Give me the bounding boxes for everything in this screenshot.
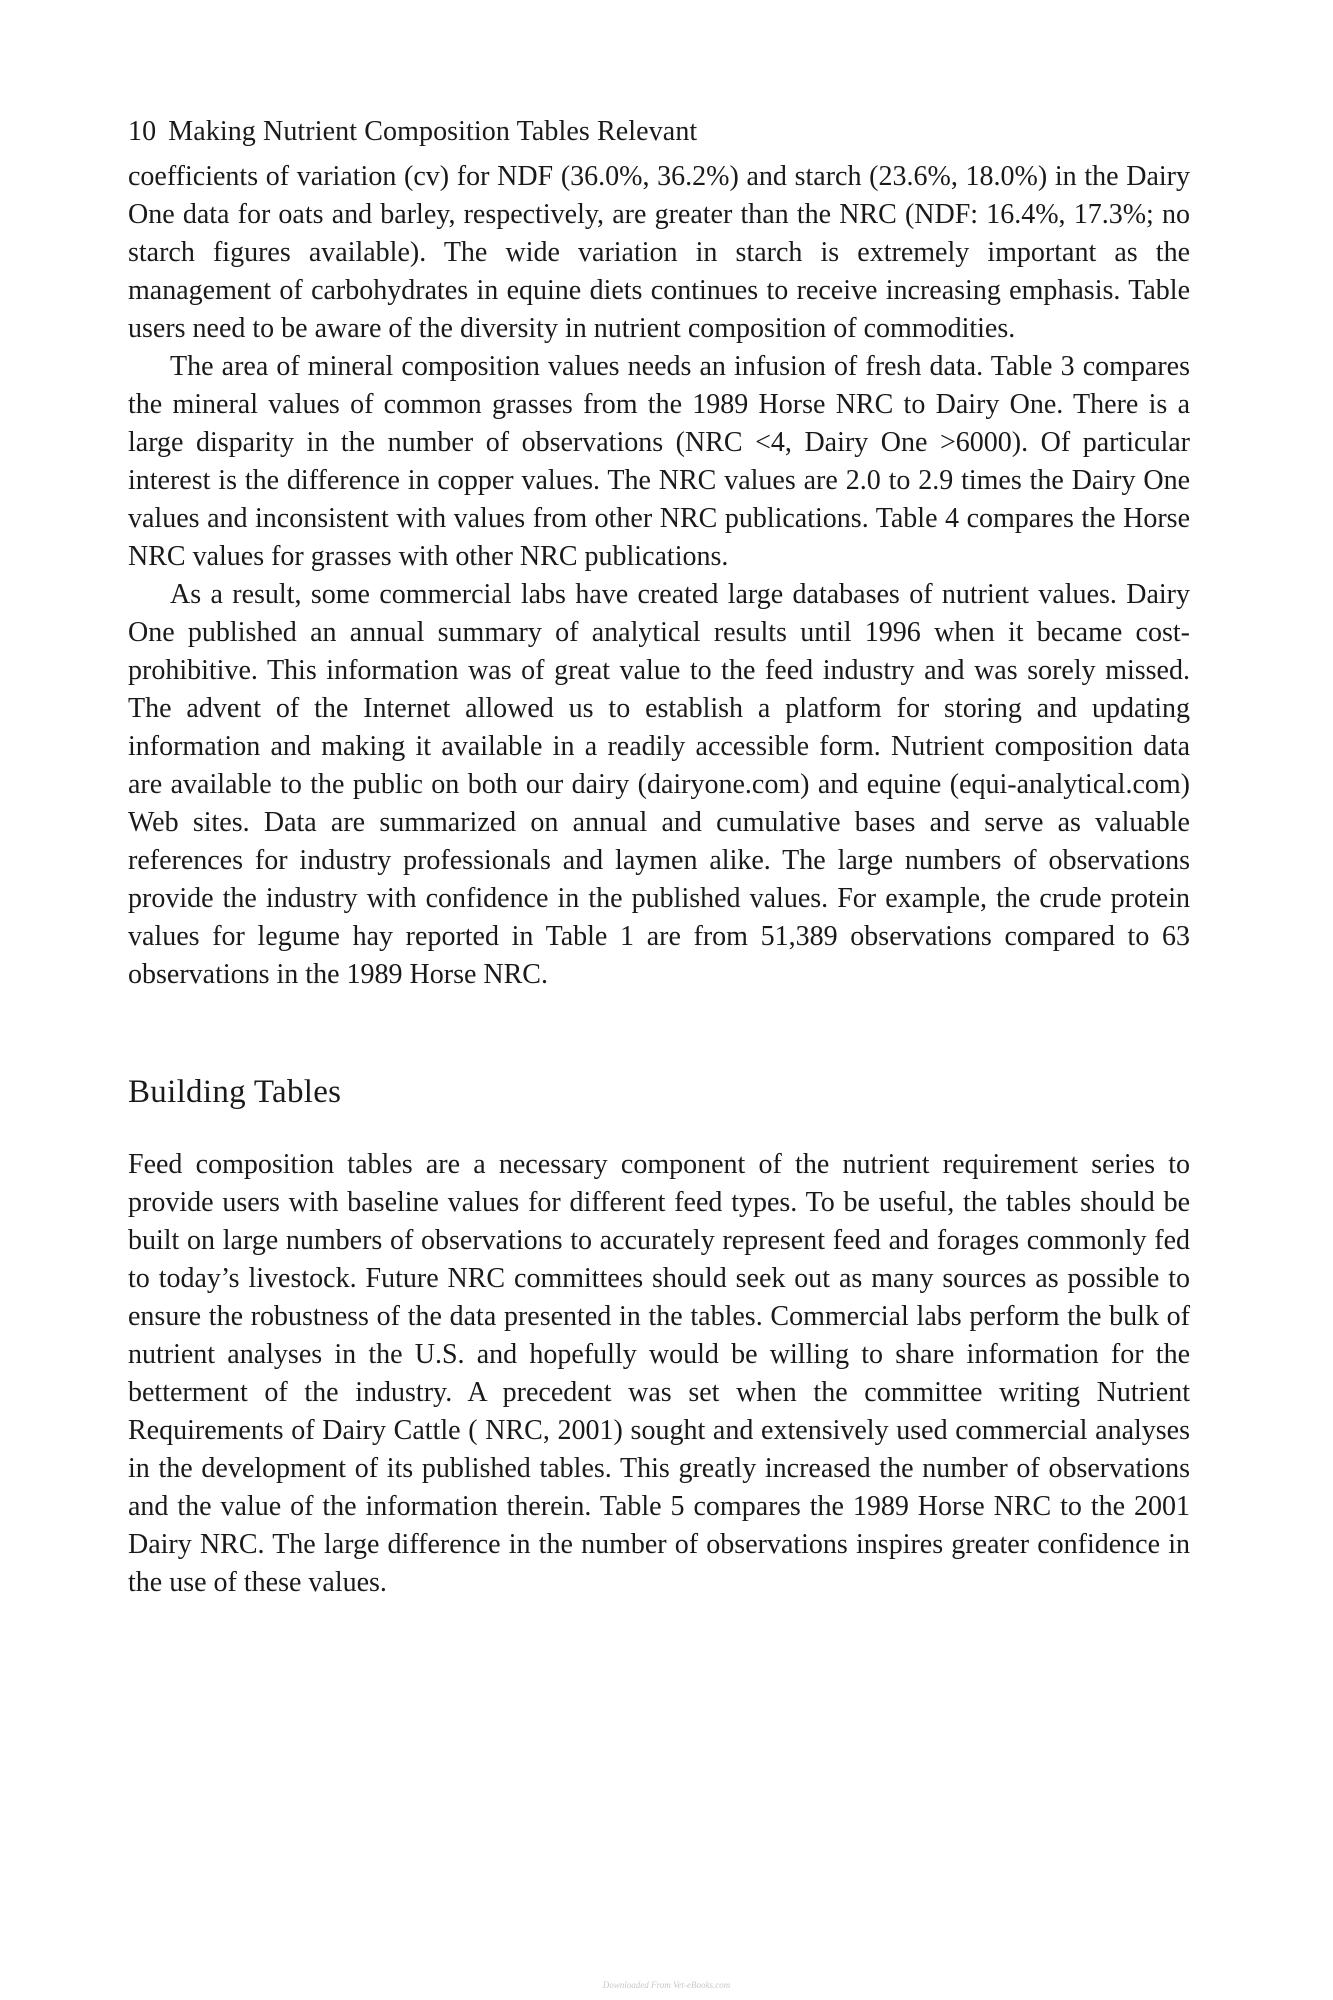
page-content — [128, 112, 1190, 1602]
running-header — [128, 112, 1190, 152]
download-watermark: Downloaded From Vet-eBooks.com — [602, 1980, 731, 1990]
page-number: 10 — [128, 116, 157, 147]
body-paragraph-3: As a result, some commercial labs have created large databases of nutrient values. Dairy One published an annual summary of analytical results until 1996 when it became cost-prohibitive. This information was of great value to the feed industry and was sorely missed. The advent of the Internet allowed us to establish a platform for storing and updating information and making it available in a readily accessible form. Nutrient composition data are available to the public on both our dairy (dairyone.com) and equine (equi-analytical.com) Web sites. Data are summarized on annual and cumulative bases and serve as valuable references for industry professionals and laymen alike. The large numbers of observations provide the industry with confidence in the published values. For example, the crude protein values for legume hay reported in Table 1 are from 51,389 observations compared to 63 observations in the 1989 Horse NRC. — [128, 579, 1190, 990]
running-title: Making Nutrient Composition Tables Relevant — [168, 116, 698, 147]
section-heading: Building Tables — [128, 1074, 342, 1110]
section-paragraph: Feed composition tables are a necessary component of the nutrient requirement series to provide users with baseline values for different feed types. To be useful, the tables should be built on large numbers of observations to accurately represent feed and forages commonly fed to today’s livestock. Future NRC committees should seek out as many sources as possible to ensure the robustness of the data presented in the tables. Commercial labs perform the bulk of nutrient analyses in the U.S. and hopefully would be willing to share information for the betterment of the industry. A precedent was set when the committee writing Nutrient Requirements of Dairy Cattle ( NRC, 2001) sought and extensively used commercial analyses in the development of its published tables. This greatly increased the number of observations and the value of the information therein. Table 5 compares the 1989 Horse NRC to the 2001 Dairy NRC. The large difference in the number of observations inspires greater confidence in the use of these values. — [128, 1149, 1190, 1598]
body-paragraph-2: The area of mineral composition values needs an infusion of fresh data. Table 3 compares the mineral values of common grasses from the 1989 Horse NRC to Dairy One. There is a large disparity in the number of observations (NRC <4, Dairy One >6000). Of particular interest is the difference in copper values. The NRC values are 2.0 to 2.9 times the Dairy One values and inconsistent with values from other NRC publications. Table 4 compares the Horse NRC values for grasses with other NRC publications. — [128, 351, 1190, 572]
body-paragraph-1: coefficients of variation (cv) for NDF (36.0%, 36.2%) and starch (23.6%, 18.0%) in the Dairy One data for oats and barley, respectively, are greater than the NRC (NDF: 16.4%, 17.3%; no starch figures available). The wide variation in starch is extremely important as the management of carbohydrates in equine diets continues to receive increasing emphasis. Table users need to be aware of the diversity in nutrient composition of commodities. — [128, 161, 1190, 344]
